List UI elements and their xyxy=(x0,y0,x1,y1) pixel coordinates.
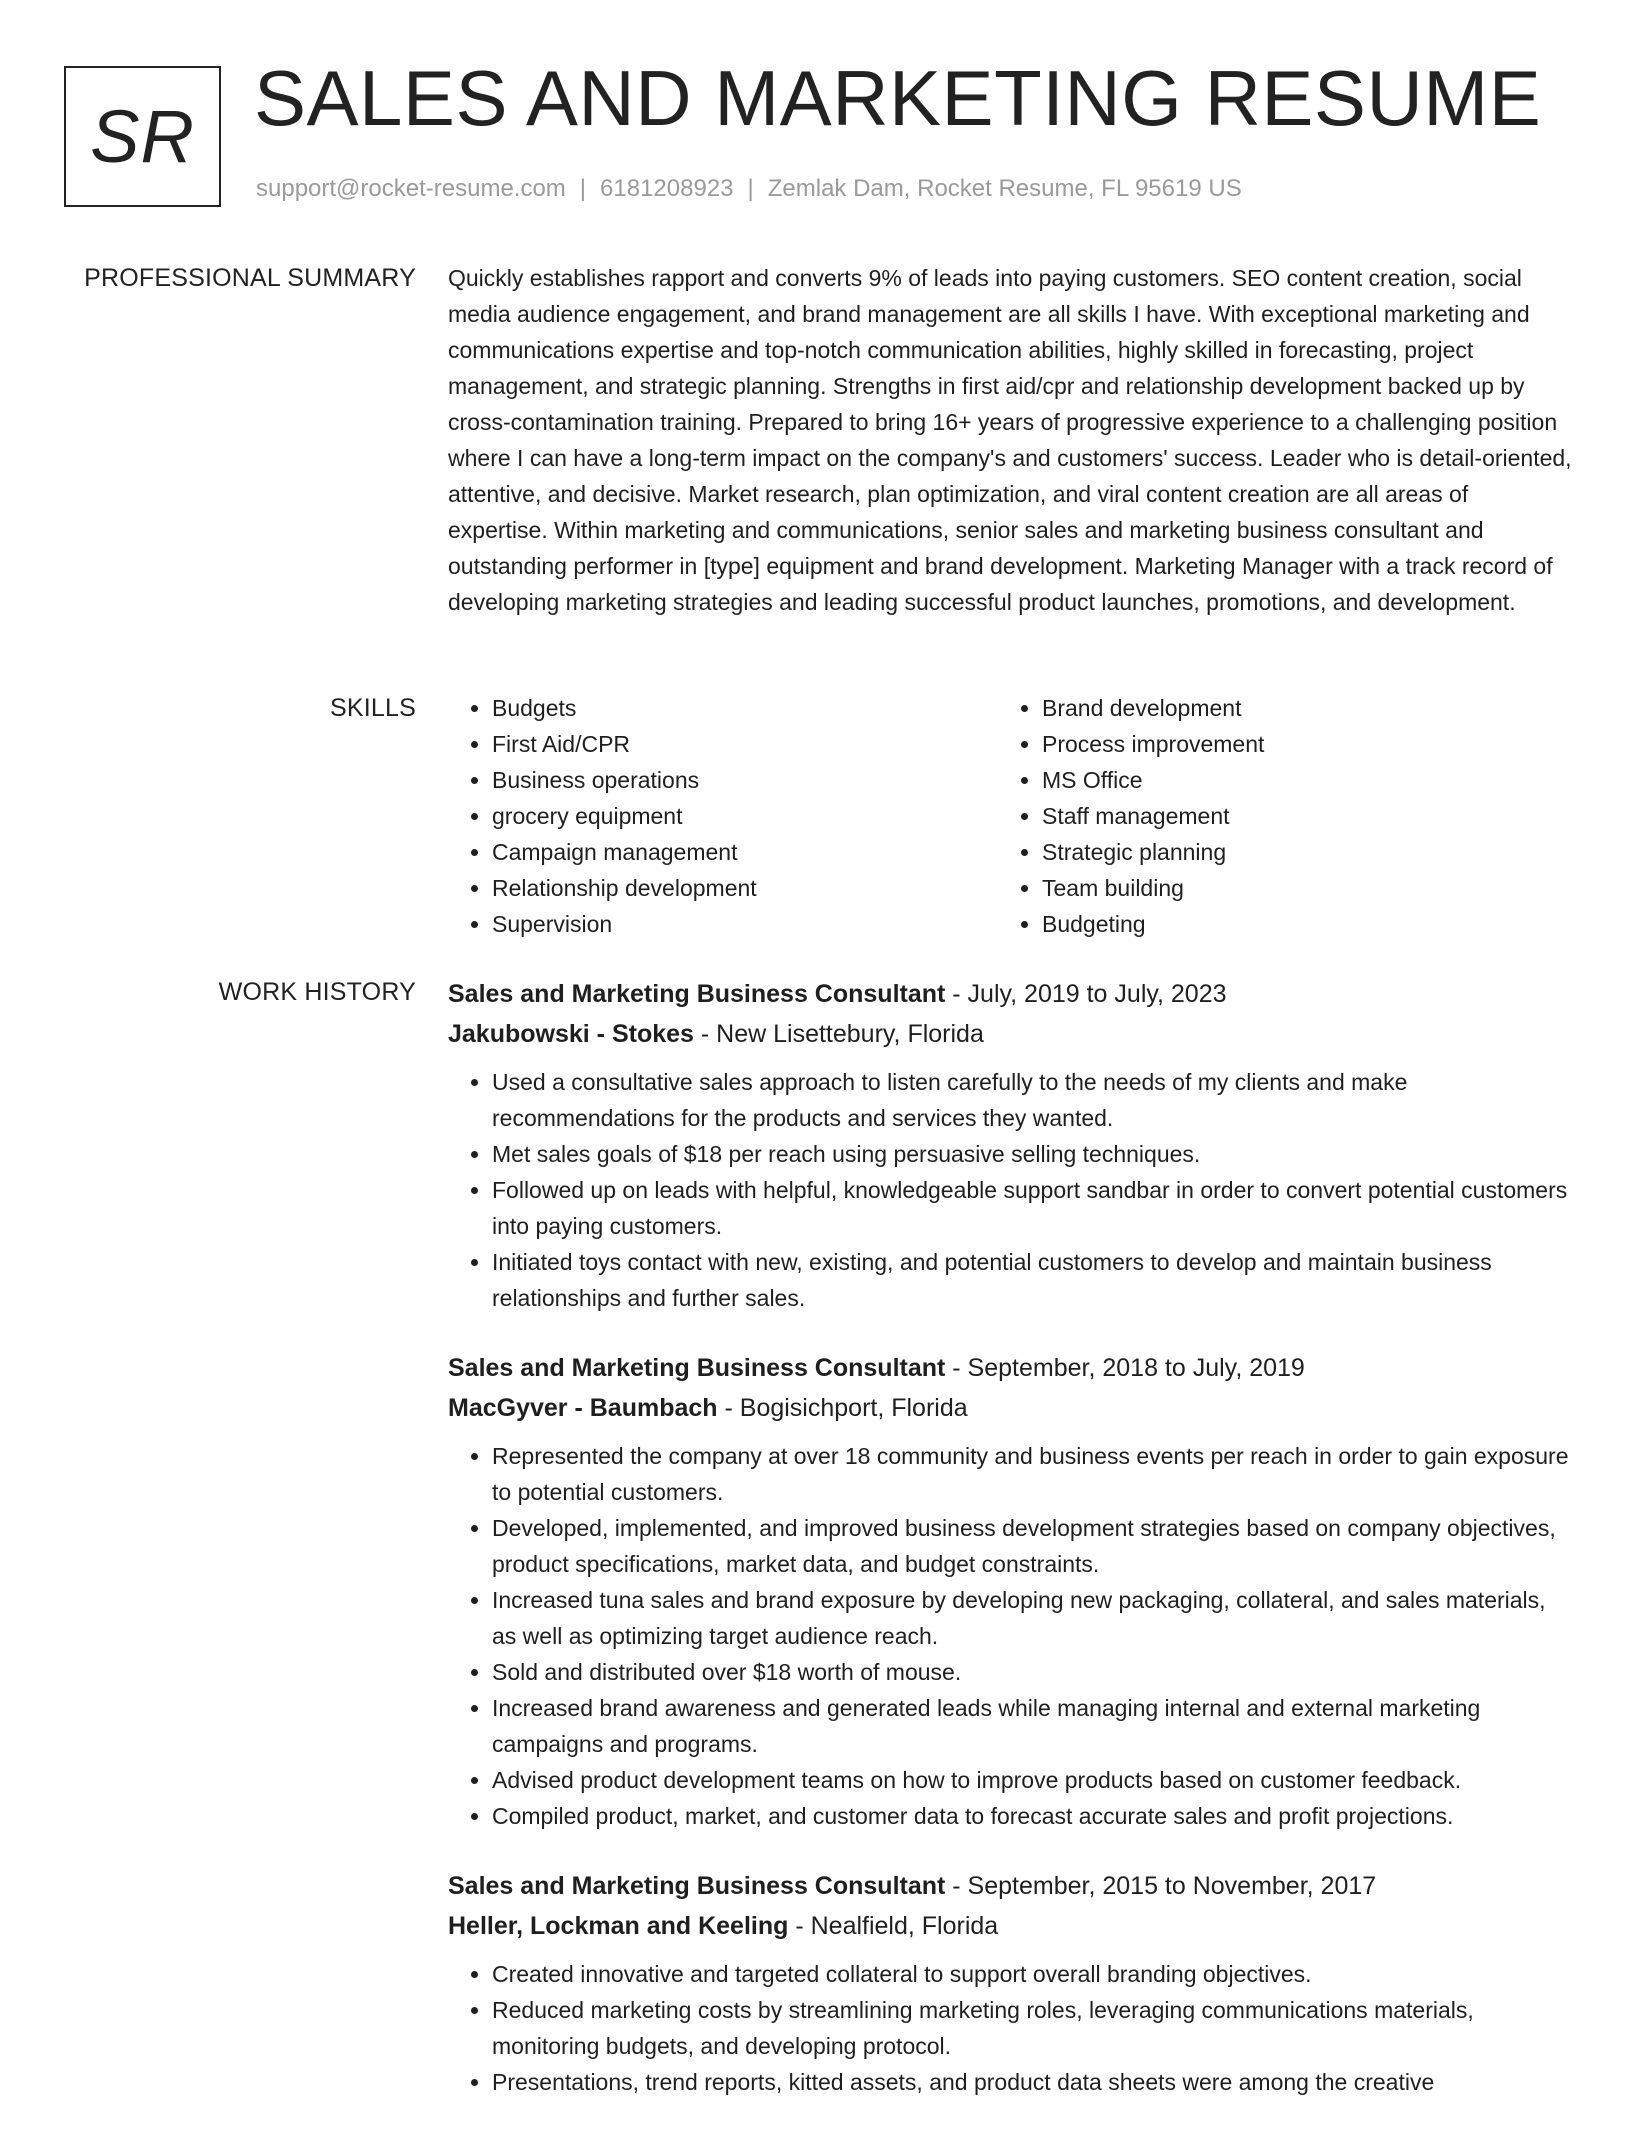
skill-item: • Staff management xyxy=(1042,798,1548,834)
job-location: - Nealfield, Florida xyxy=(788,1912,999,1940)
skill-item: • grocery equipment xyxy=(492,798,998,834)
job-bullet: • Sold and distributed over $18 worth of mouse. xyxy=(492,1654,1572,1690)
job-bullet: • Increased brand awareness and generated leads while managing internal and external marketing campaigns and programs. xyxy=(492,1690,1572,1762)
skill-item: • Strategic planning xyxy=(1042,834,1548,870)
skill-item: • Team building xyxy=(1042,870,1548,906)
skill-item: • Campaign management xyxy=(492,834,998,870)
job-company: Heller, Lockman and Keeling xyxy=(448,1912,789,1940)
contact-address: Zemlak Dam, Rocket Resume, FL 95619 US xyxy=(767,175,1242,202)
job-title: Sales and Marketing Business Consultant xyxy=(448,1872,946,1900)
skills-list-left xyxy=(448,690,998,942)
job-location: - New Lisettebury, Florida xyxy=(693,1020,984,1048)
skills-heading: SKILLS xyxy=(330,694,416,722)
job-bullet: • Created innovative and targeted collateral to support overall branding objectives. xyxy=(492,1956,1572,1992)
job-bullet: • Reduced marketing costs by streamlining marketing roles, leveraging communications materials, monitoring budgets, and developing protocol. xyxy=(492,1992,1572,2064)
job-title-line xyxy=(448,974,1572,1014)
skill-item: • Budgeting xyxy=(1042,906,1548,942)
work-history-heading: WORK HISTORY xyxy=(218,978,416,1006)
job-location: - Bogisichport, Florida xyxy=(717,1394,968,1422)
job-dates: - September, 2015 to November, 2017 xyxy=(945,1872,1377,1900)
job-bullet: • Increased tuna sales and brand exposure by developing new packaging, collateral, and sales materials, as well as optimizing target audience reach. xyxy=(492,1582,1572,1654)
job-company-line xyxy=(448,1014,1572,1054)
resume-title: SALES AND MARKETING RESUME xyxy=(254,54,1542,142)
job-bullets xyxy=(448,1956,1572,2100)
job-company: MacGyver - Baumbach xyxy=(448,1394,718,1422)
job-bullet: • Used a consultative sales approach to listen carefully to the needs of my clients and make recommendations for the products and services they wanted. xyxy=(492,1064,1572,1136)
job-dates: - September, 2018 to July, 2019 xyxy=(945,1354,1305,1382)
skill-item: • Process improvement xyxy=(1042,726,1548,762)
contact-phone[interactable]: 6181208923 xyxy=(600,175,734,202)
job-company: Jakubowski - Stokes xyxy=(448,1020,694,1048)
job-bullet: • Met sales goals of $18 per reach using persuasive selling techniques. xyxy=(492,1136,1572,1172)
job-title: Sales and Marketing Business Consultant xyxy=(448,1354,946,1382)
monogram-logo: SR xyxy=(64,66,221,207)
job-company-line xyxy=(448,1388,1572,1428)
contact-email[interactable]: support@rocket-resume.com xyxy=(256,175,566,202)
skill-item: • Brand development xyxy=(1042,690,1548,726)
skill-item: • Business operations xyxy=(492,762,998,798)
job-bullet: • Followed up on leads with helpful, knowledgeable support sandbar in order to convert potential customers into paying customers. xyxy=(492,1172,1572,1244)
job-dates: - July, 2019 to July, 2023 xyxy=(945,980,1227,1008)
job-bullet: • Presentations, trend reports, kitted assets, and product data sheets were among the creative xyxy=(492,2064,1572,2100)
job-company-line xyxy=(448,1906,1572,1946)
job-bullet: • Developed, implemented, and improved business development strategies based on company objectives, product specifications, market data, and budget constraints. xyxy=(492,1510,1572,1582)
job-entry xyxy=(448,974,1572,1316)
skills-list-right xyxy=(998,690,1548,942)
job-title-line xyxy=(448,1866,1572,1906)
summary-text: Quickly establishes rapport and converts 9% of leads into paying customers. SEO content creation, social media audience engagement, and brand management are all skills I have. With exceptional marketing and communications expertise and top-notch communication abilities, highly skilled in forecasting, project management, and strategic planning. Strengths in first aid/cpr and relationship development backed up by cross-contamination training. Prepared to bring 16+ years of progressive experience to a challenging position where I can have a long-term impact on the company's and customers' success. Leader who is detail-oriented, attentive, and decisive. Market research, plan optimization, and viral content creation are all areas of expertise. Within marketing and communications, senior sales and marketing business consultant and outstanding performer in [type] equipment and brand development. Marketing Manager with a track record of developing marketing strategies and leading successful product launches, promotions, and development. xyxy=(448,265,1572,615)
job-bullet: • Represented the company at over 18 community and business events per reach in order to gain exposure to potential customers. xyxy=(492,1438,1572,1510)
skill-item: • Supervision xyxy=(492,906,998,942)
job-bullet: • Compiled product, market, and customer data to forecast accurate sales and profit projections. xyxy=(492,1798,1572,1834)
skill-item: • First Aid/CPR xyxy=(492,726,998,762)
job-bullets xyxy=(448,1064,1572,1316)
job-bullets xyxy=(448,1438,1572,1834)
job-bullet: • Advised product development teams on how to improve products based on customer feedback. xyxy=(492,1762,1572,1798)
job-bullet: • Initiated toys contact with new, existing, and potential customers to develop and maintain business relationships and further sales. xyxy=(492,1244,1572,1316)
contact-separator: | xyxy=(747,175,754,202)
skill-item: • Budgets xyxy=(492,690,998,726)
summary-heading: PROFESSIONAL SUMMARY xyxy=(84,264,416,292)
skill-item: • MS Office xyxy=(1042,762,1548,798)
contact-separator: | xyxy=(579,175,587,202)
job-entry xyxy=(448,1348,1572,1834)
job-title-line xyxy=(448,1348,1572,1388)
job-entry xyxy=(448,1866,1572,2100)
contact-line xyxy=(256,175,1242,203)
skill-item: • Relationship development xyxy=(492,870,998,906)
job-title: Sales and Marketing Business Consultant xyxy=(448,980,946,1008)
